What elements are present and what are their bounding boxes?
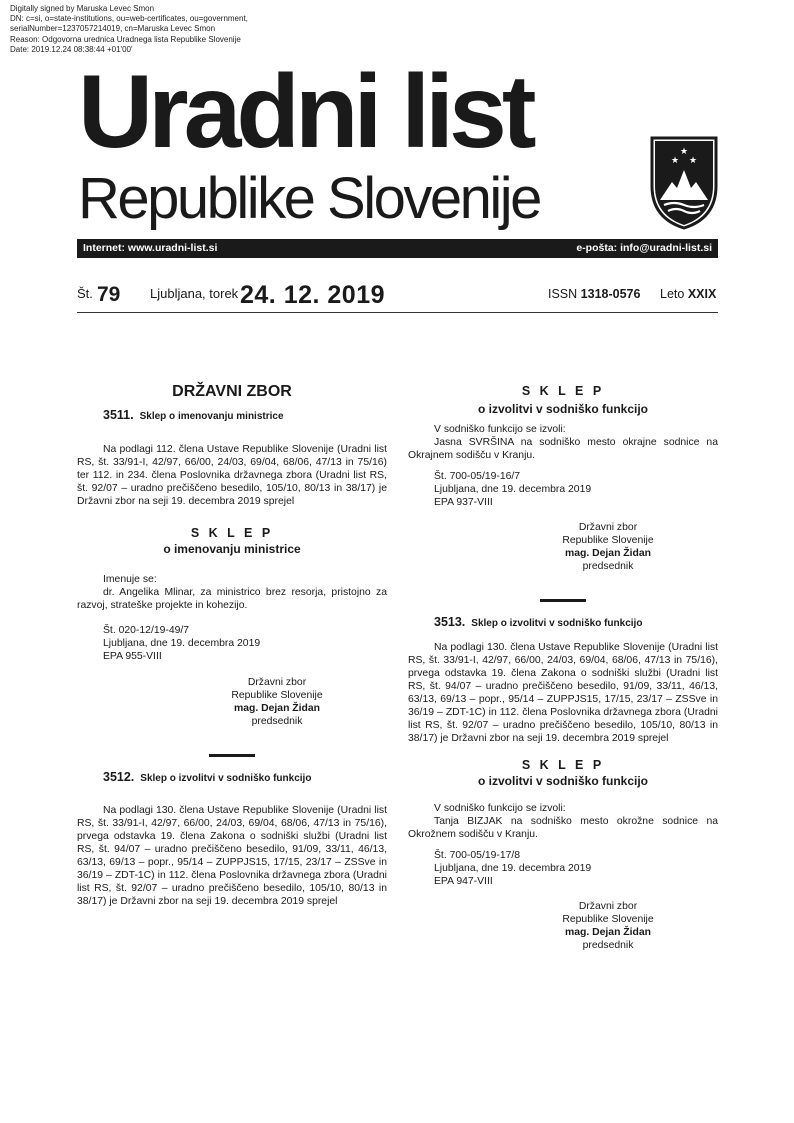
internet-link[interactable]: Internet: www.uradni-list.si (83, 242, 218, 254)
act-heading (103, 409, 387, 423)
body-text: dr. Angelika Mlinar, za ministrico brez resorja, pristojno za razvoj, strateške projekte in kohezijo. (77, 587, 387, 611)
signature-line: Digitally signed by Maruska Levec Smon (10, 4, 155, 13)
reference-number: Št. 700-05/19-17/8 (434, 850, 521, 861)
issn-value: 1318-0576 (580, 287, 641, 301)
signature (498, 521, 718, 573)
right-column (408, 385, 718, 952)
act-intro: Na podlagi 112. člena Ustave Republike Slovenije (Uradni list RS, št. 33/91-I, 42/97, 66/00, 24/03, 69/04, 68/06, 47/13 in 75/16) ter 112. in 234. člena Poslovnika državnega zbora (Uradni list RS, št. 92/07 – uradno prečiščeno besedilo, 105/10, 80/13 in 38/17) je Državni zbor na seji 19. decembra 2019 sprejel (77, 444, 387, 507)
act-title: Sklep o izvolitvi v sodniško funkcijo (140, 773, 312, 784)
signature (167, 676, 387, 728)
signatory-name: mag. Dejan Židan (233, 703, 321, 714)
act-date: Ljubljana, dne 19. decembra 2019 (434, 484, 592, 495)
epa-number: EPA 955-VIII (103, 651, 162, 662)
masthead-title: Uradni list (78, 54, 532, 170)
issue-line (77, 280, 718, 312)
volume-label: Leto (660, 287, 685, 301)
act-number: 3511. (103, 408, 134, 422)
svg-text:★: ★ (670, 156, 680, 166)
issue-date: 24. 12. 2019 (240, 281, 386, 309)
body-text: Tanja BIZJAK na sodniško mesto okrožne sodnice na Okrožnem sodišču v Kranju. (408, 816, 718, 840)
signature-line: Reason: Odgovorna urednica Uradnega lista Republike Slovenije (10, 34, 241, 44)
body-text: Jasna SVRŠINA na sodniško mesto okrajne sodnice na Okrajnem sodišču v Kranju. (408, 437, 718, 461)
act-separator (209, 754, 255, 757)
act-separator (540, 599, 586, 602)
signatory-body: Državni zbor (247, 677, 307, 688)
signatory-body: Republike Slovenije (562, 535, 654, 546)
act-date: Ljubljana, dne 19. decembra 2019 (434, 863, 592, 874)
signature-line: DN: c=si, o=state-institutions, ou=web-certificates, ou=government, (10, 14, 248, 24)
signatory-body: Državni zbor (578, 901, 638, 912)
issue-place: Ljubljana, torek (150, 286, 239, 301)
reference-number: Št. 700-05/19-16/7 (434, 471, 521, 482)
sklep-subtitle: o imenovanju ministrice (163, 542, 301, 556)
masthead-subtitle: Republike Slovenije (78, 166, 540, 231)
issue-number-label: Št. (77, 286, 93, 301)
act-intro: Na podlagi 130. člena Ustave Republike Slovenije (Uradni list RS, št. 33/91-I, 42/97, 66/00, 24/03, 69/04, 68/06, 47/13 in 75/16), prvega odstavka 19. člena Zakona o sodniški službi (Uradni list RS, št. 94/07 – uradno prečiščeno besedilo, 91/09, 33/11, 46/13, 63/13, 69/13 – popr., 95/14 – ZUPPJS15, 17/15, 23/17 – ZSSve in 36/19 – ZDT-1C) in 112. člena Poslovnika državnega zbora (Uradni list RS, št. 92/07 – uradno prečiščeno besedilo, 105/10, 80/13 in 38/17) je Državni zbor na seji 19. decembra 2019 sprejel (408, 642, 718, 744)
svg-text:★: ★ (688, 156, 698, 166)
act-date: Ljubljana, dne 19. decembra 2019 (103, 638, 261, 649)
epa-number: EPA 947-VIII (434, 876, 493, 887)
sklep-heading: S K L E P (521, 758, 605, 772)
act-intro: Na podlagi 130. člena Ustave Republike Slovenije (Uradni list RS, št. 33/91-I, 42/97, 66/00, 24/03, 69/04, 68/06, 47/13 in 75/16), prvega odstavka 19. člena Zakona o sodniški službi (Uradni list RS, št. 94/07 – uradno prečiščeno besedilo, 91/09, 33/11, 46/13, 63/13, 69/13 – popr., 95/14 – ZUPPJS15, 17/15, 23/17 – ZSSve in 36/19 – ZDT-1C) in 112. člena Poslovnika državnega zbora (Uradni list RS, št. 92/07 – uradno prečiščeno besedilo, 105/10, 80/13 in 38/17) je Državni zbor na seji 19. decembra 2019 sprejel (77, 805, 387, 907)
sklep-heading: S K L E P (190, 526, 274, 540)
coat-of-arms-icon (648, 134, 720, 230)
email-link[interactable]: e-pošta: info@uradni-list.si (576, 242, 712, 254)
signatory-name: mag. Dejan Židan (564, 927, 652, 938)
contact-bar (77, 239, 718, 258)
signatory-name: mag. Dejan Židan (564, 548, 652, 559)
signatory-role: predsednik (251, 716, 303, 727)
reference-number: Št. 020-12/19-49/7 (103, 625, 190, 636)
svg-text:★: ★ (679, 147, 689, 157)
left-column (77, 385, 387, 908)
volume (660, 287, 716, 301)
signature-line: serialNumber=1237057214019, cn=Maruska Levec Smon (10, 24, 216, 34)
sklep-heading: S K L E P (521, 384, 605, 398)
sklep-subtitle: o izvolitvi v sodniško funkcijo (477, 402, 649, 416)
issn (548, 287, 640, 301)
body-text: V sodniško funkcijo se izvoli: (434, 424, 566, 435)
signatory-body: Republike Slovenije (231, 690, 323, 701)
header-divider (77, 312, 718, 313)
issue-number: 79 (97, 283, 121, 306)
act-title: Sklep o imenovanju ministrice (139, 411, 284, 422)
act-number: 3513. (434, 615, 466, 629)
signature-line: Date: 2019.12.24 08:38:44 +01'00' (10, 44, 133, 54)
section-heading: DRŽAVNI ZBOR (172, 383, 292, 400)
act-heading (103, 771, 387, 785)
body-text: V sodniško funkcijo se izvoli: (434, 803, 566, 814)
epa-number: EPA 937-VIII (434, 497, 493, 508)
signatory-role: predsednik (582, 561, 634, 572)
body-text: Imenuje se: (103, 574, 157, 585)
signatory-body: Državni zbor (578, 522, 638, 533)
signature (498, 900, 718, 952)
signatory-body: Republike Slovenije (562, 914, 654, 925)
digital-signature (10, 4, 248, 55)
issn-label: ISSN (548, 287, 578, 301)
volume-value: XXIX (687, 287, 717, 301)
act-number: 3512. (103, 770, 135, 784)
sklep-subtitle: o izvolitvi v sodniško funkcijo (477, 774, 649, 788)
act-heading (434, 616, 718, 630)
signatory-role: predsednik (582, 940, 634, 951)
act-title: Sklep o izvolitvi v sodniško funkcijo (471, 618, 643, 629)
